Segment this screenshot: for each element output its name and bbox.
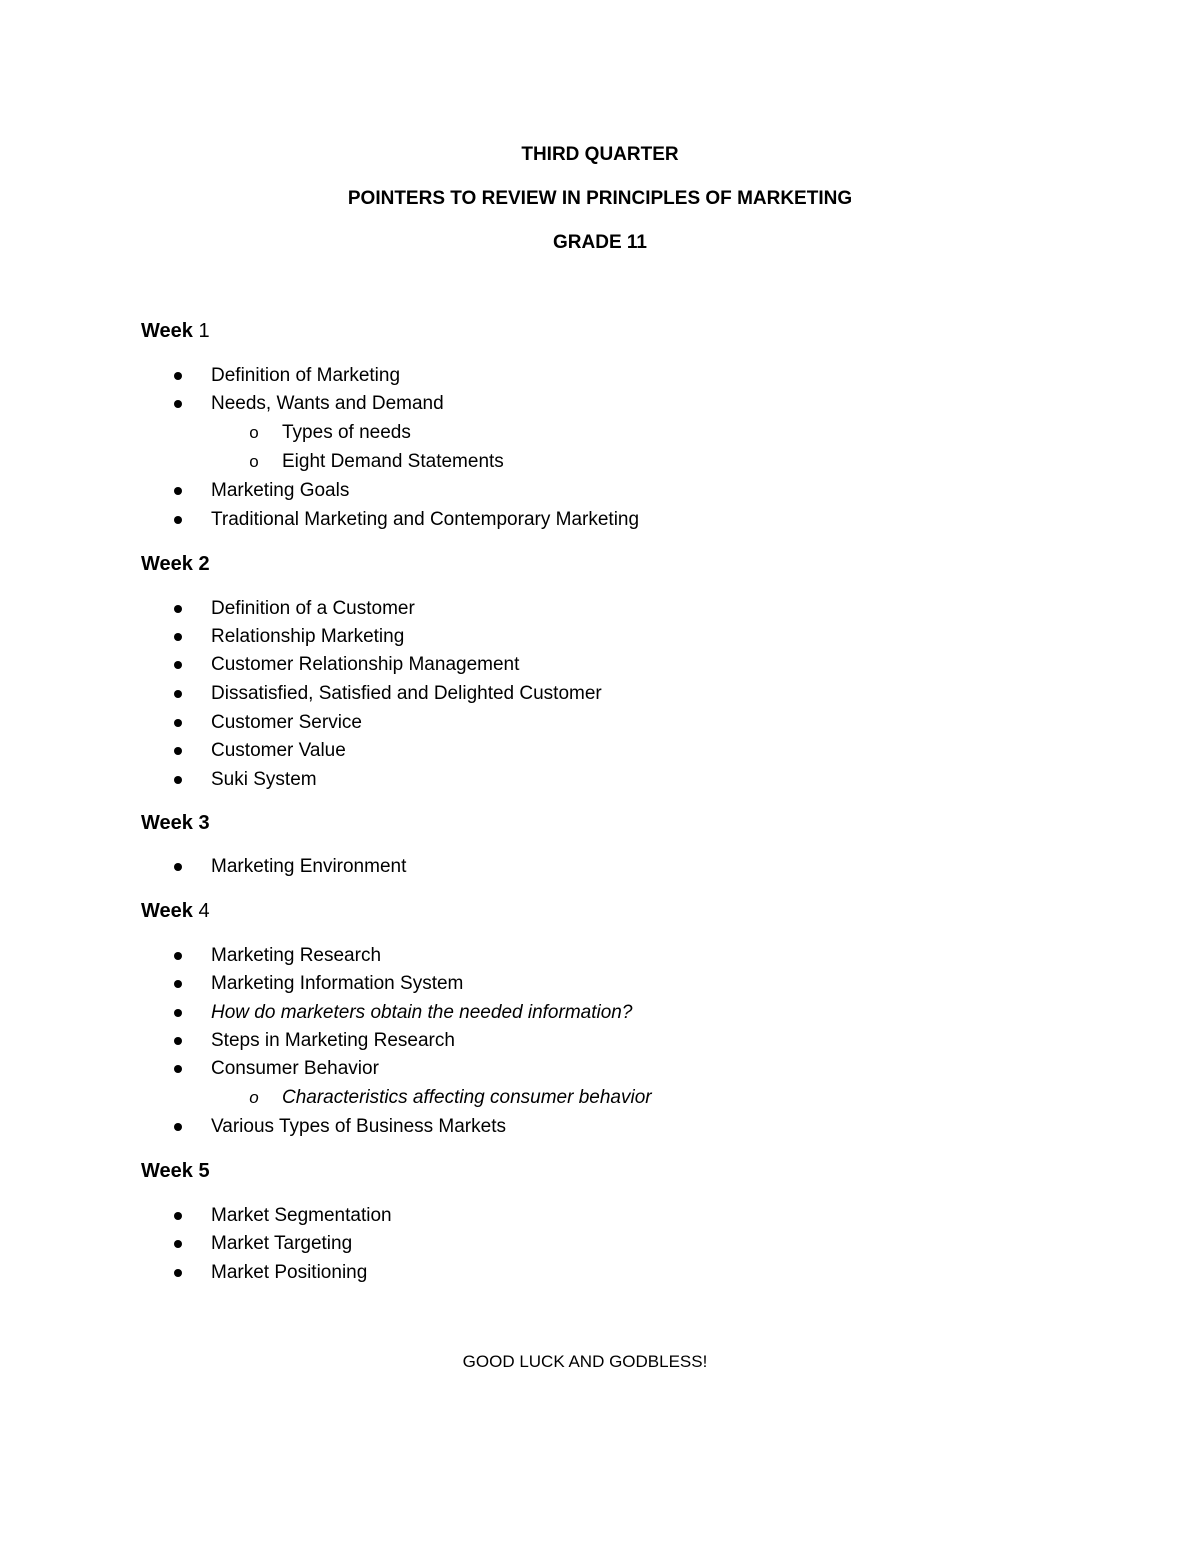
bullet-icon [174, 487, 182, 495]
bullet-icon [174, 719, 182, 727]
quarter-title: THIRD QUARTER [521, 144, 679, 165]
closing-message: GOOD LUCK AND GODBLESS! [462, 1352, 708, 1371]
bullet-icon [174, 605, 182, 613]
list-item: Customer Service [211, 711, 362, 735]
list-item: Customer Value [211, 739, 346, 763]
week-heading [141, 811, 210, 835]
bullet-icon [174, 661, 182, 669]
week-heading [141, 899, 210, 923]
bullet-icon [174, 863, 182, 871]
bullet-icon [174, 633, 182, 641]
week-label: Week [141, 900, 193, 922]
week-heading [141, 1159, 210, 1183]
week-heading [141, 319, 210, 343]
list-item: Relationship Marketing [211, 625, 404, 649]
week-label: Week [141, 553, 193, 575]
bullet-icon [174, 690, 182, 698]
list-item: Definition of a Customer [211, 597, 415, 621]
circle-bullet-icon: o [249, 452, 259, 471]
bullet-icon [174, 747, 182, 755]
week-number: 4 [198, 900, 210, 922]
bullet-icon [174, 1240, 182, 1248]
circle-bullet-icon: o [249, 1088, 259, 1107]
bullet-icon [174, 1065, 182, 1073]
circle-bullet-icon: o [249, 423, 259, 442]
list-item: Various Types of Business Markets [211, 1115, 506, 1139]
bullet-icon [174, 980, 182, 988]
bullet-icon [174, 1269, 182, 1277]
bullet-icon [174, 776, 182, 784]
list-item: Marketing Information System [211, 972, 463, 996]
week-label: Week [141, 1160, 193, 1182]
bullet-icon [174, 1123, 182, 1131]
list-item: Marketing Goals [211, 479, 349, 503]
week-label: Week [141, 320, 193, 342]
list-item: Market Positioning [211, 1261, 367, 1285]
sub-list-item: o Types of needs [249, 422, 411, 443]
bullet-icon [174, 1037, 182, 1045]
week-number: 2 [198, 553, 210, 575]
subject-title: POINTERS TO REVIEW IN PRINCIPLES OF MARKETING [347, 188, 853, 209]
week-heading [141, 552, 210, 576]
week-label: Week [141, 812, 193, 834]
week-number: 5 [198, 1160, 210, 1182]
bullet-icon [174, 1212, 182, 1220]
grade-title: GRADE 11 [553, 232, 647, 253]
list-item: Definition of Marketing [211, 364, 400, 388]
list-item: Consumer Behavior [211, 1057, 379, 1081]
list-item: Marketing Environment [211, 855, 406, 879]
list-item: Steps in Marketing Research [211, 1029, 455, 1053]
list-item: Market Targeting [211, 1232, 352, 1256]
week-number: 1 [198, 320, 210, 342]
bullet-icon [174, 1009, 182, 1017]
sub-list-item: o Eight Demand Statements [249, 451, 504, 472]
list-item: Needs, Wants and Demand [211, 392, 444, 416]
week-number: 3 [198, 812, 210, 834]
list-item: Market Segmentation [211, 1204, 392, 1228]
list-item: Suki System [211, 768, 317, 792]
sub-list-item: o Characteristics affecting consumer behavior [249, 1087, 652, 1108]
bullet-icon [174, 400, 182, 408]
list-item: Traditional Marketing and Contemporary Marketing [211, 508, 639, 532]
list-item: Marketing Research [211, 944, 381, 968]
list-item: Customer Relationship Management [211, 653, 519, 677]
list-item: Dissatisfied, Satisfied and Delighted Customer [211, 682, 602, 706]
list-item: How do marketers obtain the needed information? [211, 1001, 632, 1025]
bullet-icon [174, 372, 182, 380]
bullet-icon [174, 952, 182, 960]
bullet-icon [174, 516, 182, 524]
